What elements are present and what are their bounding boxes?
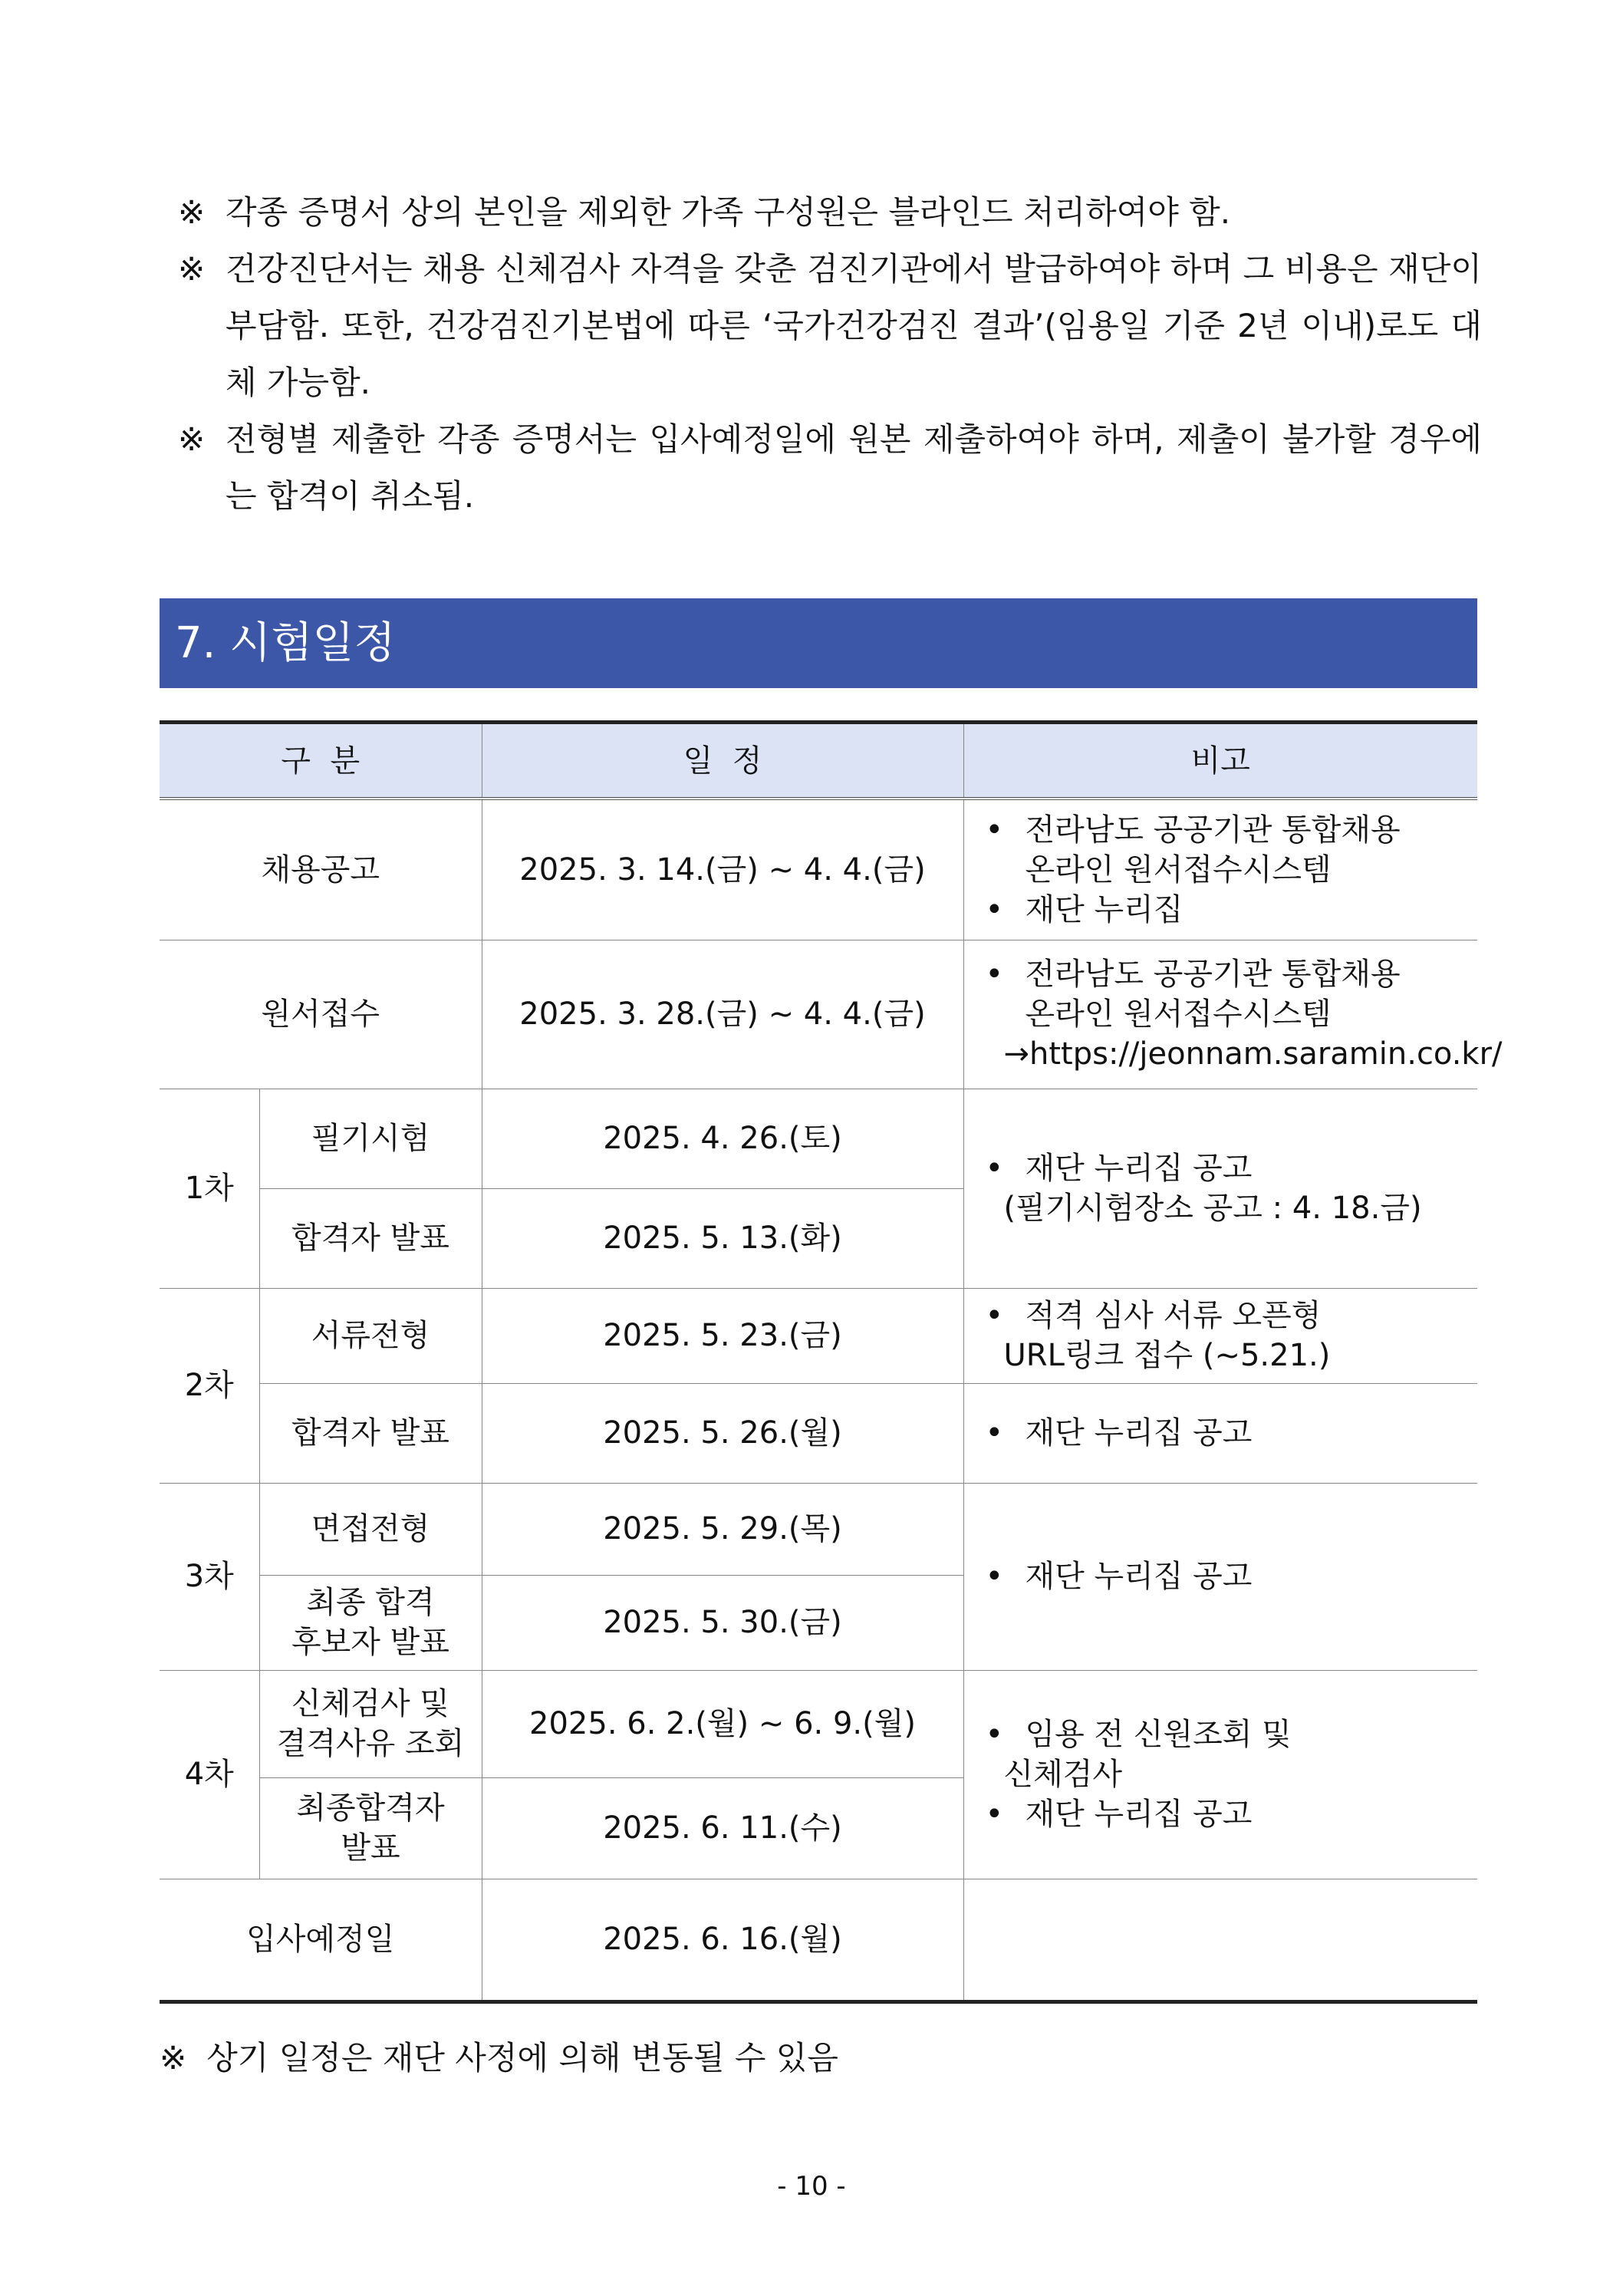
row-label: 서류전형: [259, 1288, 482, 1383]
stage-label: 1차: [160, 1089, 259, 1288]
row-note: • 재단 누리집 공고: [963, 1483, 1477, 1670]
page-number: - 10 -: [777, 2171, 846, 2202]
row-date: 2025. 6. 2.(월) ~ 6. 9.(월): [482, 1670, 963, 1777]
stage-label: 4차: [160, 1670, 259, 1879]
header-remarks: 비고: [963, 723, 1477, 799]
reference-mark: ※: [178, 420, 206, 458]
row-label: 최종 합격 후보자 발표: [259, 1575, 482, 1670]
reference-mark: ※: [160, 2039, 187, 2077]
notes-list: [178, 184, 1482, 525]
section-title: 7. 시험일정: [160, 598, 1477, 688]
table-row: [160, 1670, 1477, 1777]
header-schedule: 일 정: [482, 723, 963, 799]
table-row: [160, 1879, 1477, 2001]
note-text: 건강진단서는 채용 신체검사 자격을 갖춘 검진기관에서 발급하여야 하며 그 비용은 재단이 부담함. 또한, 건강검진기본법에 따른 ‘국가건강검진 결과’(임용일 기준 2년 이내)로도 대체 가능함.: [226, 250, 1482, 401]
table-row: [160, 1483, 1477, 1575]
row-label: 채용공고: [160, 799, 482, 940]
note-text: 전형별 제출한 각종 증명서는 입사예정일에 원본 제출하여야 하며, 제출이 불가할 경우에는 합격이 취소됨.: [226, 420, 1482, 515]
note-health-certificate: [178, 241, 1482, 411]
row-date: 2025. 4. 26.(토): [482, 1089, 963, 1188]
row-date: 2025. 6. 11.(수): [482, 1777, 963, 1879]
table-row: [160, 1288, 1477, 1383]
row-date: 2025. 5. 29.(목): [482, 1483, 963, 1575]
row-label: 원서접수: [160, 940, 482, 1089]
table-row: [160, 1383, 1477, 1483]
stage-label: 3차: [160, 1483, 259, 1670]
row-label: 신체검사 및 결격사유 조회: [259, 1670, 482, 1777]
row-label: 합격자 발표: [259, 1383, 482, 1483]
row-date: 2025. 5. 30.(금): [482, 1575, 963, 1670]
apply-url-link[interactable]: →https://jeonnam.saramin.co.kr/: [1003, 1036, 1503, 1072]
table-header-row: [160, 723, 1477, 799]
row-note: • 전라남도 공공기관 통합채용 온라인 원서접수시스템 • 재단 누리집: [963, 799, 1477, 940]
row-label: 필기시험: [259, 1089, 482, 1188]
table-row: [160, 799, 1477, 940]
stage-label: 2차: [160, 1288, 259, 1483]
row-note: • 전라남도 공공기관 통합채용 온라인 원서접수시스템 →https://jeonnam.saramin.co.kr/: [963, 940, 1477, 1089]
row-label: 합격자 발표: [259, 1188, 482, 1288]
exam-schedule-table: [160, 720, 1503, 2004]
row-date: 2025. 5. 23.(금): [482, 1288, 963, 1383]
row-label: 입사예정일: [160, 1879, 482, 2001]
row-note: • 재단 누리집 공고: [963, 1383, 1477, 1483]
row-note: [963, 1879, 1477, 2001]
row-date: 2025. 5. 13.(화): [482, 1188, 963, 1288]
table-row: [160, 940, 1477, 1089]
row-date: 2025. 5. 26.(월): [482, 1383, 963, 1483]
row-label: 최종합격자 발표: [259, 1777, 482, 1879]
table-row: [160, 1089, 1477, 1188]
note-text: 각종 증명서 상의 본인을 제외한 가족 구성원은 블라인드 처리하여야 함.: [226, 193, 1231, 231]
row-label: 면접전형: [259, 1483, 482, 1575]
note-original-submission: [178, 411, 1482, 525]
row-date: 2025. 6. 16.(월): [482, 1879, 963, 2001]
note-blind: [178, 184, 1482, 241]
row-date: 2025. 3. 14.(금) ~ 4. 4.(금): [482, 799, 963, 940]
row-date: 2025. 3. 28.(금) ~ 4. 4.(금): [482, 940, 963, 1089]
footnote-text: 상기 일정은 재단 사정에 의해 변동될 수 있음: [206, 2039, 838, 2077]
header-category: 구 분: [160, 723, 482, 799]
row-note: • 임용 전 신원조회 및 신체검사 • 재단 누리집 공고: [963, 1670, 1477, 1879]
footnote: [160, 2033, 838, 2079]
row-note: • 재단 누리집 공고 (필기시험장소 공고 : 4. 18.금): [963, 1089, 1477, 1288]
reference-mark: ※: [178, 250, 206, 288]
row-note: • 적격 심사 서류 오픈형 URL링크 접수 (~5.21.): [963, 1288, 1477, 1383]
reference-mark: ※: [178, 193, 206, 231]
